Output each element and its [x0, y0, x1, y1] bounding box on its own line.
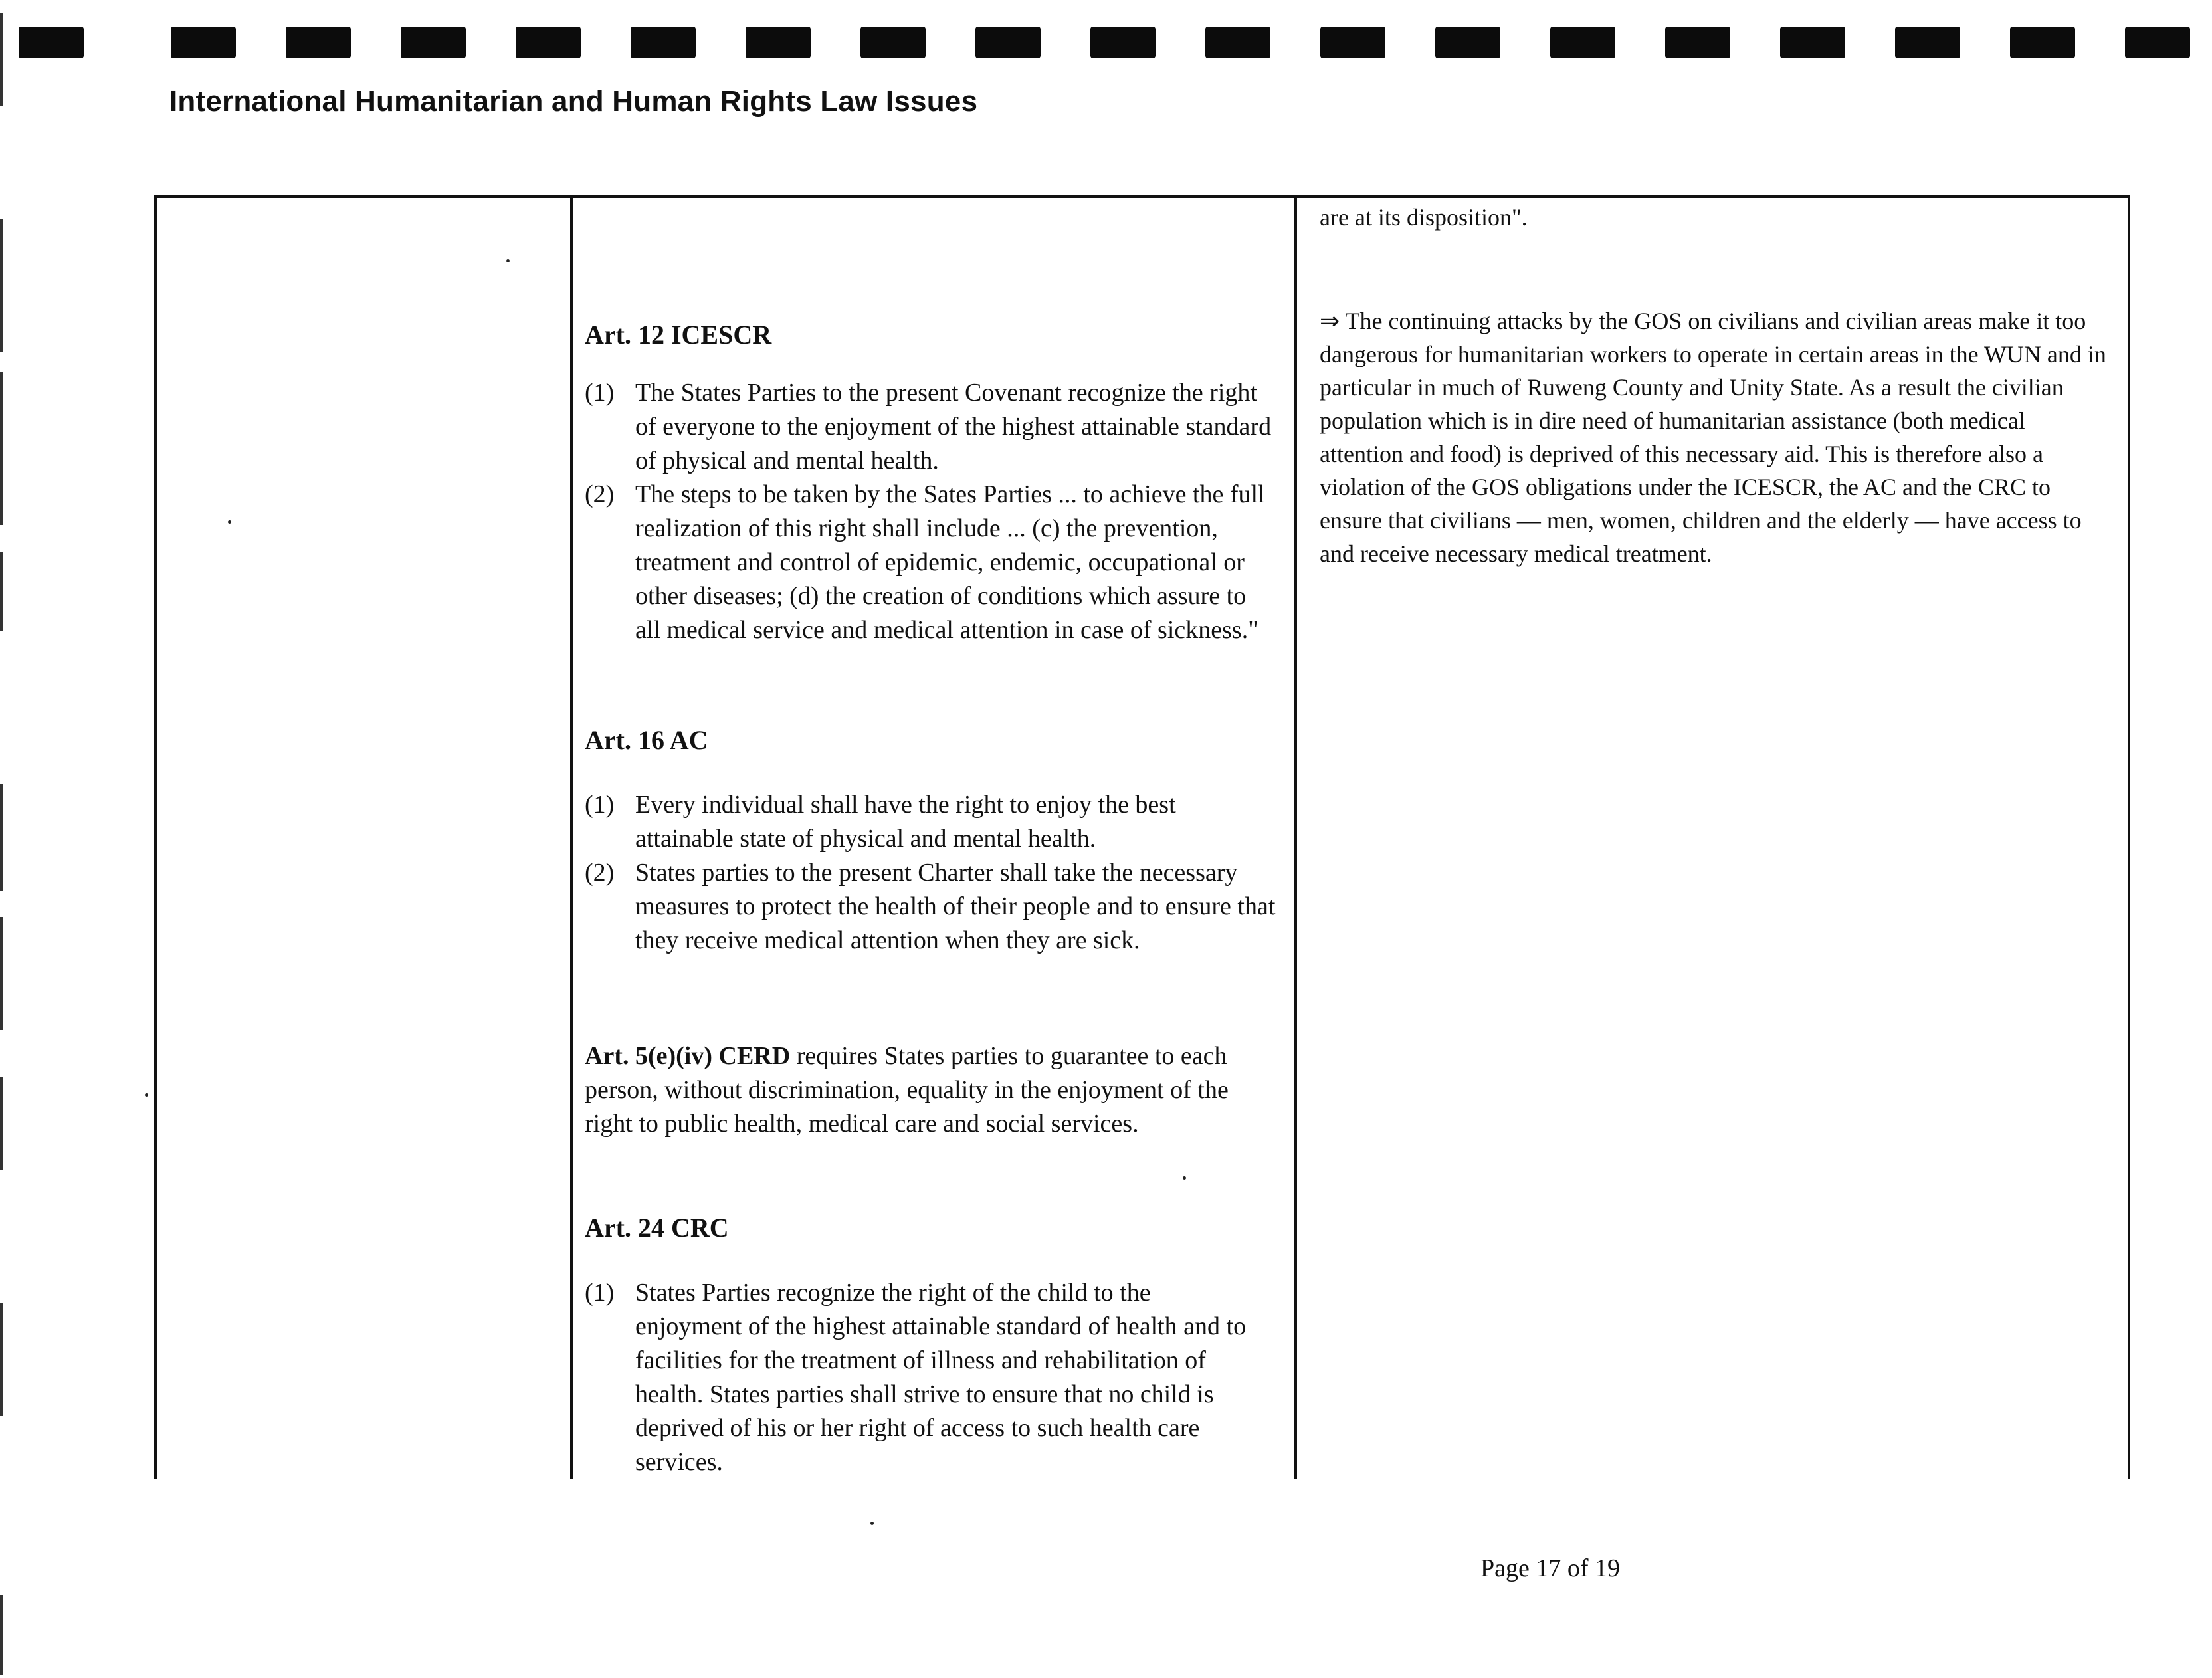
dash-segment	[401, 27, 466, 58]
scan-edge-mark	[0, 1303, 3, 1416]
dash-segment	[1895, 27, 1960, 58]
art16-heading: Art. 16 AC	[585, 725, 708, 755]
dash-segment	[171, 27, 236, 58]
scan-edge-mark	[0, 219, 3, 352]
item-number: (2)	[585, 859, 615, 887]
dash-segment	[1435, 27, 1500, 58]
item-text: The steps to be taken by the Sates Parties ... to achieve the full realization of this right shall include ... (c) the prevention, treatment and control of epidemic, endemic, occupational or other diseases; (d) the creation of conditions which assure to all medical service and medical attention in case of sickness."	[635, 480, 1265, 644]
item-number: (1)	[585, 791, 615, 819]
dash-segment	[631, 27, 696, 58]
scan-edge-mark	[0, 372, 3, 525]
art12-item-2	[585, 478, 1276, 647]
art5-section	[585, 1039, 1249, 1141]
scan-speck	[506, 259, 510, 262]
item-number: (2)	[585, 480, 615, 508]
table-column-divider-2	[1294, 195, 1297, 1479]
item-text: Every individual shall have the right to enjoy the best attainable state of physical and mental health.	[635, 791, 1176, 853]
dash-segment	[746, 27, 811, 58]
item-text: States Parties recognize the right of the child to the enjoyment of the highest attainable standard of health and to facilities for the treatment of illness and rehabilitation of health. States parties shall strive to ensure that no child is deprived of his or her right of access to such health care services.	[635, 1279, 1247, 1476]
scan-speck	[145, 1093, 148, 1097]
art12-heading: Art. 12 ICESCR	[585, 320, 772, 350]
dash-segment	[1205, 27, 1270, 58]
item-number: (1)	[585, 379, 615, 407]
item-text: The States Parties to the present Covenant recognize the right of everyone to the enjoyment of the highest attainable standard of physical and mental health.	[635, 379, 1272, 474]
dash-segment	[19, 27, 84, 58]
scan-edge-mark	[0, 13, 3, 106]
art12-item-1	[585, 376, 1276, 478]
scan-edge-mark	[0, 917, 3, 1030]
art16-item-1	[585, 788, 1276, 856]
document-header-title: International Humanitarian and Human Rights Law Issues	[169, 85, 978, 118]
table-right-border	[2128, 195, 2130, 1479]
dash-segment	[975, 27, 1041, 58]
dash-segment	[2125, 27, 2190, 58]
scan-speck	[228, 520, 231, 524]
page-number: Page 17 of 19	[1480, 1554, 1621, 1582]
art5-lead: Art. 5(e)(iv) CERD	[585, 1042, 791, 1070]
continuation-text: are at its disposition".	[1320, 204, 1528, 231]
dash-segment	[1665, 27, 1730, 58]
scan-edge-mark	[0, 784, 3, 891]
scan-edge-mark	[0, 552, 3, 631]
art5-paragraph	[585, 1039, 1249, 1141]
arrow-icon: ⇒	[1320, 308, 1340, 334]
dash-segment	[1550, 27, 1615, 58]
dash-segment	[860, 27, 926, 58]
scan-speck	[1183, 1176, 1186, 1180]
dash-segment	[516, 27, 581, 58]
art16-item-2	[585, 856, 1276, 958]
art12-section	[585, 318, 1276, 647]
dash-segment	[1320, 27, 1385, 58]
analysis-paragraph	[1320, 304, 2110, 570]
dash-segment	[2010, 27, 2075, 58]
scan-speck	[870, 1522, 874, 1525]
dash-segment	[286, 27, 351, 58]
item-number: (1)	[585, 1279, 615, 1307]
table-left-border	[154, 195, 157, 1479]
dash-segment	[1090, 27, 1156, 58]
art16-section	[585, 723, 1276, 958]
art24-item-1	[585, 1276, 1249, 1479]
art24-heading: Art. 24 CRC	[585, 1213, 729, 1243]
scan-edge-mark	[0, 1077, 3, 1170]
dash-segment	[1780, 27, 1845, 58]
analysis-text: The continuing attacks by the GOS on civilians and civilian areas make it too dangerous for humanitarian workers to operate in certain areas in the WUN and in particular in much of Ruweng County and Unity State. As a result the civilian population which is in dire need of humanitarian assistance (both medical attention and food) is deprived of this necessary aid. This is therefore also a violation of the GOS obligations under the ICESCR, the AC and the CRC to ensure that civilians — men, women, children and the elderly — have access to and receive necessary medical treatment.	[1320, 308, 2106, 567]
scan-edge-mark	[0, 1595, 3, 1675]
table-column-divider-1	[570, 195, 573, 1479]
art24-section	[585, 1211, 1249, 1479]
item-text: States parties to the present Charter shall take the necessary measures to protect the health of their people and to ensure that they receive medical attention when they are sick.	[635, 859, 1276, 954]
header-dash-bar	[19, 27, 2185, 58]
art5-text: requires States parties to guarantee to each person, without discrimination, equality in the enjoyment of the right to public health, medical care and social services.	[585, 1042, 1229, 1138]
